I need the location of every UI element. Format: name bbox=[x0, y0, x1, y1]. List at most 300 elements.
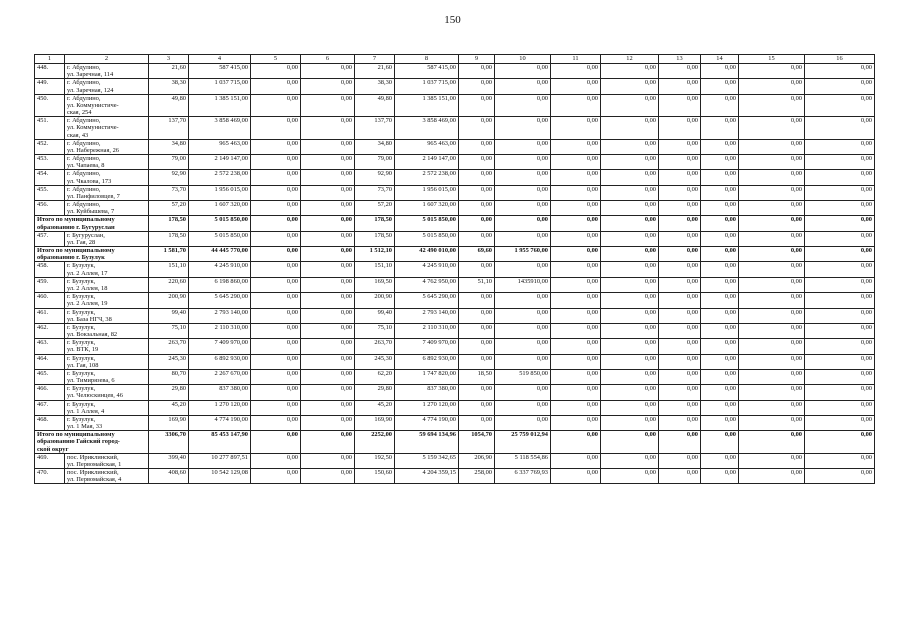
value-cell: 2 267 670,00 bbox=[189, 369, 251, 384]
value-cell: 965 463,00 bbox=[189, 139, 251, 154]
value-cell: 0,00 bbox=[459, 323, 495, 338]
value-cell: 0,00 bbox=[301, 453, 355, 468]
value-cell: 0,00 bbox=[739, 323, 805, 338]
value-cell: 137,70 bbox=[149, 117, 189, 140]
value-cell: 4 762 950,00 bbox=[395, 277, 459, 292]
value-cell: 0,00 bbox=[701, 185, 739, 200]
address-line: ул. Набережная, 26 bbox=[67, 146, 119, 154]
value-cell: 4 245 910,00 bbox=[189, 262, 251, 277]
value-cell: 38,30 bbox=[355, 79, 395, 94]
value-cell: 0,00 bbox=[459, 117, 495, 140]
value-cell: 0,00 bbox=[495, 79, 551, 94]
value-cell: 0,00 bbox=[301, 339, 355, 354]
column-header: 14 bbox=[701, 55, 739, 64]
value-cell: 0,00 bbox=[601, 339, 659, 354]
value-cell: 10 542 129,08 bbox=[189, 469, 251, 484]
value-cell: 4 204 359,15 bbox=[395, 469, 459, 484]
subtotal-row bbox=[35, 431, 875, 454]
value-cell: 0,00 bbox=[701, 415, 739, 430]
value-cell: 0,00 bbox=[659, 231, 701, 246]
subtotal-label bbox=[35, 431, 149, 454]
value-cell: 0,00 bbox=[551, 339, 601, 354]
address-line: ская, 43 bbox=[67, 131, 89, 139]
value-cell: 0,00 bbox=[805, 262, 875, 277]
value-cell: 0,00 bbox=[301, 155, 355, 170]
value-cell: 1 581,70 bbox=[149, 247, 189, 262]
value-cell: 0,00 bbox=[659, 94, 701, 117]
value-cell: 0,00 bbox=[739, 94, 805, 117]
value-cell: 0,00 bbox=[551, 201, 601, 216]
value-cell: 0,00 bbox=[659, 277, 701, 292]
value-cell: 0,00 bbox=[251, 385, 301, 400]
value-cell: 0,00 bbox=[251, 262, 301, 277]
value-cell: 0,00 bbox=[459, 139, 495, 154]
address-line: г. Абдулино, bbox=[67, 79, 101, 87]
value-cell: 220,60 bbox=[149, 277, 189, 292]
value-cell: 0,00 bbox=[251, 308, 301, 323]
row-number: 455. bbox=[35, 185, 65, 200]
value-cell: 0,00 bbox=[459, 201, 495, 216]
value-cell: 206,90 bbox=[459, 453, 495, 468]
table-row bbox=[35, 308, 875, 323]
value-cell: 263,70 bbox=[355, 339, 395, 354]
value-cell: 0,00 bbox=[551, 369, 601, 384]
value-cell: 0,00 bbox=[601, 354, 659, 369]
value-cell: 0,00 bbox=[659, 155, 701, 170]
value-cell: 0,00 bbox=[739, 277, 805, 292]
value-cell: 0,00 bbox=[301, 469, 355, 484]
address-line: г. Абдулино, bbox=[67, 201, 101, 209]
table-row bbox=[35, 139, 875, 154]
subtotal-label-line: ской округ bbox=[37, 445, 69, 453]
value-cell: 0,00 bbox=[601, 262, 659, 277]
row-number: 454. bbox=[35, 170, 65, 185]
row-number: 452. bbox=[35, 139, 65, 154]
value-cell: 0,00 bbox=[251, 170, 301, 185]
value-cell: 0,00 bbox=[601, 293, 659, 308]
value-cell: 0,00 bbox=[739, 469, 805, 484]
value-cell: 92,90 bbox=[149, 170, 189, 185]
address-line: ул. База НГЧ, 38 bbox=[67, 315, 112, 323]
address-line: г. Бузулук, bbox=[67, 415, 96, 423]
value-cell: 0,00 bbox=[301, 277, 355, 292]
value-cell: 0,00 bbox=[739, 185, 805, 200]
value-cell: 0,00 bbox=[659, 431, 701, 454]
value-cell: 0,00 bbox=[301, 415, 355, 430]
value-cell: 0,00 bbox=[601, 431, 659, 454]
value-cell: 3306,70 bbox=[149, 431, 189, 454]
address-line: г. Бузулук, bbox=[67, 293, 96, 301]
value-cell: 5 015 850,00 bbox=[395, 231, 459, 246]
subtotal-label-line: образованию г. Бузулук bbox=[37, 254, 105, 262]
value-cell: 0,00 bbox=[601, 308, 659, 323]
value-cell: 1 607 320,00 bbox=[189, 201, 251, 216]
value-cell: 5 015 850,00 bbox=[395, 216, 459, 231]
value-cell: 0,00 bbox=[551, 308, 601, 323]
address-line: ул. Тимирязева, 6 bbox=[67, 377, 115, 385]
table-row bbox=[35, 170, 875, 185]
value-cell: 0,00 bbox=[495, 308, 551, 323]
value-cell: 0,00 bbox=[251, 216, 301, 231]
table-body bbox=[35, 64, 875, 484]
address-line: г. Абдулино, bbox=[67, 94, 101, 102]
subtotal-row bbox=[35, 247, 875, 262]
address-line: ул. Чкалова, 173 bbox=[67, 177, 112, 185]
value-cell: 0,00 bbox=[459, 79, 495, 94]
address-cell bbox=[65, 308, 149, 323]
value-cell: 42 490 010,00 bbox=[395, 247, 459, 262]
value-cell: 0,00 bbox=[495, 323, 551, 338]
address-line: г. Абдулино, bbox=[67, 170, 101, 178]
address-line: г. Бузулук, bbox=[67, 400, 96, 408]
value-cell: 0,00 bbox=[301, 185, 355, 200]
value-cell: 0,00 bbox=[701, 155, 739, 170]
row-number: 469. bbox=[35, 453, 65, 468]
value-cell: 519 850,00 bbox=[495, 369, 551, 384]
value-cell: 80,70 bbox=[149, 369, 189, 384]
column-header: 16 bbox=[805, 55, 875, 64]
value-cell: 5 015 850,00 bbox=[189, 231, 251, 246]
value-cell: 0,00 bbox=[495, 339, 551, 354]
value-cell: 0,00 bbox=[551, 323, 601, 338]
value-cell: 0,00 bbox=[551, 231, 601, 246]
address-cell bbox=[65, 155, 149, 170]
address-cell bbox=[65, 117, 149, 140]
value-cell: 0,00 bbox=[459, 216, 495, 231]
value-cell: 0,00 bbox=[739, 262, 805, 277]
value-cell: 0,00 bbox=[601, 415, 659, 430]
value-cell: 178,50 bbox=[149, 216, 189, 231]
address-line: ул. Первомайская, 1 bbox=[67, 460, 122, 468]
value-cell: 178,50 bbox=[149, 231, 189, 246]
table-row bbox=[35, 453, 875, 468]
address-line: г. Бузулук, bbox=[67, 277, 96, 285]
address-cell bbox=[65, 64, 149, 79]
column-header: 8 bbox=[395, 55, 459, 64]
value-cell: 0,00 bbox=[805, 400, 875, 415]
value-cell: 0,00 bbox=[551, 79, 601, 94]
value-cell: 0,00 bbox=[701, 385, 739, 400]
value-cell: 0,00 bbox=[551, 415, 601, 430]
address-line: г. Бузулук, bbox=[67, 262, 96, 270]
value-cell: 0,00 bbox=[659, 400, 701, 415]
address-line: ул. Куйбышева, 7 bbox=[67, 208, 115, 216]
value-cell: 0,00 bbox=[301, 201, 355, 216]
value-cell: 0,00 bbox=[551, 94, 601, 117]
value-cell: 0,00 bbox=[739, 385, 805, 400]
address-line: ул. Заречная, 124 bbox=[67, 86, 114, 94]
value-cell: 0,00 bbox=[551, 385, 601, 400]
value-cell: 0,00 bbox=[659, 339, 701, 354]
value-cell: 0,00 bbox=[659, 79, 701, 94]
value-cell: 0,00 bbox=[739, 339, 805, 354]
table-row bbox=[35, 369, 875, 384]
value-cell: 0,00 bbox=[251, 339, 301, 354]
value-cell: 837 380,00 bbox=[189, 385, 251, 400]
column-header: 4 bbox=[189, 55, 251, 64]
row-number: 458. bbox=[35, 262, 65, 277]
value-cell: 0,00 bbox=[551, 469, 601, 484]
value-cell: 0,00 bbox=[459, 308, 495, 323]
row-number: 459. bbox=[35, 277, 65, 292]
subtotal-row bbox=[35, 216, 875, 231]
value-cell: 0,00 bbox=[805, 139, 875, 154]
value-cell: 0,00 bbox=[251, 469, 301, 484]
value-cell: 837 380,00 bbox=[395, 385, 459, 400]
value-cell: 0,00 bbox=[659, 385, 701, 400]
value-cell: 57,20 bbox=[149, 201, 189, 216]
value-cell: 200,90 bbox=[355, 293, 395, 308]
value-cell: 0,00 bbox=[601, 216, 659, 231]
value-cell: 0,00 bbox=[659, 453, 701, 468]
value-cell: 0,00 bbox=[601, 453, 659, 468]
value-cell: 4 774 190,00 bbox=[189, 415, 251, 430]
value-cell: 0,00 bbox=[251, 415, 301, 430]
value-cell: 0,00 bbox=[551, 262, 601, 277]
address-cell bbox=[65, 277, 149, 292]
header-row bbox=[35, 55, 875, 64]
address-line: ул. Панфиловцев, 7 bbox=[67, 192, 120, 200]
value-cell: 0,00 bbox=[495, 400, 551, 415]
value-cell: 0,00 bbox=[701, 323, 739, 338]
value-cell: 0,00 bbox=[805, 277, 875, 292]
value-cell: 0,00 bbox=[805, 469, 875, 484]
column-header: 5 bbox=[251, 55, 301, 64]
value-cell: 5 645 290,00 bbox=[189, 293, 251, 308]
value-cell: 34,80 bbox=[355, 139, 395, 154]
address-cell bbox=[65, 293, 149, 308]
row-number: 466. bbox=[35, 385, 65, 400]
column-header: 6 bbox=[301, 55, 355, 64]
address-line: ул. Челюскинцев, 46 bbox=[67, 392, 123, 400]
value-cell: 0,00 bbox=[459, 385, 495, 400]
value-cell: 0,00 bbox=[739, 139, 805, 154]
table-row bbox=[35, 79, 875, 94]
address-line: ул. 2 Аллея, 18 bbox=[67, 284, 108, 292]
value-cell: 0,00 bbox=[459, 354, 495, 369]
value-cell: 0,00 bbox=[251, 400, 301, 415]
value-cell: 7 409 970,00 bbox=[395, 339, 459, 354]
value-cell: 2252,00 bbox=[355, 431, 395, 454]
address-line: г. Бузулук, bbox=[67, 369, 96, 377]
value-cell: 1054,70 bbox=[459, 431, 495, 454]
table-row bbox=[35, 277, 875, 292]
value-cell: 0,00 bbox=[495, 354, 551, 369]
value-cell: 0,00 bbox=[805, 64, 875, 79]
value-cell: 49,80 bbox=[355, 94, 395, 117]
address-cell bbox=[65, 323, 149, 338]
value-cell: 0,00 bbox=[701, 431, 739, 454]
value-cell: 0,00 bbox=[701, 170, 739, 185]
value-cell: 0,00 bbox=[459, 339, 495, 354]
address-line: г. Абдулино, bbox=[67, 117, 101, 125]
value-cell: 0,00 bbox=[251, 431, 301, 454]
value-cell: 38,30 bbox=[149, 79, 189, 94]
value-cell: 0,00 bbox=[251, 139, 301, 154]
value-cell: 0,00 bbox=[805, 415, 875, 430]
address-line: г. Бузулук, bbox=[67, 323, 96, 331]
table-row bbox=[35, 354, 875, 369]
row-number: 450. bbox=[35, 94, 65, 117]
value-cell: 0,00 bbox=[701, 339, 739, 354]
value-cell: 178,50 bbox=[355, 231, 395, 246]
value-cell: 0,00 bbox=[659, 139, 701, 154]
value-cell: 0,00 bbox=[495, 185, 551, 200]
value-cell: 3 858 469,00 bbox=[189, 117, 251, 140]
value-cell: 0,00 bbox=[251, 323, 301, 338]
row-number: 470. bbox=[35, 469, 65, 484]
row-number: 461. bbox=[35, 308, 65, 323]
subtotal-label bbox=[35, 216, 149, 231]
address-line: ул. Коммунистиче- bbox=[67, 101, 119, 109]
address-line: г. Бугуруслан, bbox=[67, 231, 105, 239]
value-cell: 0,00 bbox=[805, 431, 875, 454]
value-cell: 18,50 bbox=[459, 369, 495, 384]
table-row bbox=[35, 94, 875, 117]
value-cell: 0,00 bbox=[601, 385, 659, 400]
value-cell: 0,00 bbox=[659, 415, 701, 430]
value-cell: 0,00 bbox=[251, 369, 301, 384]
value-cell: 0,00 bbox=[551, 170, 601, 185]
subtotal-label-line: Итого по муниципальному bbox=[37, 216, 115, 224]
value-cell: 1 956 015,00 bbox=[395, 185, 459, 200]
value-cell: 0,00 bbox=[601, 400, 659, 415]
subtotal-label-line: образованию Гайский город- bbox=[37, 438, 120, 446]
value-cell: 3 858 469,00 bbox=[395, 117, 459, 140]
value-cell: 44 445 770,00 bbox=[189, 247, 251, 262]
table-row bbox=[35, 293, 875, 308]
value-cell: 0,00 bbox=[301, 354, 355, 369]
value-cell: 0,00 bbox=[251, 293, 301, 308]
value-cell: 0,00 bbox=[739, 431, 805, 454]
value-cell: 0,00 bbox=[659, 170, 701, 185]
column-header: 11 bbox=[551, 55, 601, 64]
address-cell bbox=[65, 369, 149, 384]
value-cell: 0,00 bbox=[301, 400, 355, 415]
value-cell: 0,00 bbox=[659, 247, 701, 262]
value-cell: 1 270 120,00 bbox=[189, 400, 251, 415]
table-row bbox=[35, 262, 875, 277]
address-line: г. Абдулино, bbox=[67, 139, 101, 147]
value-cell: 4 774 190,00 bbox=[395, 415, 459, 430]
address-cell bbox=[65, 231, 149, 246]
value-cell: 5 118 554,86 bbox=[495, 453, 551, 468]
value-cell: 0,00 bbox=[601, 117, 659, 140]
value-cell: 192,50 bbox=[355, 453, 395, 468]
value-cell: 263,70 bbox=[149, 339, 189, 354]
value-cell: 25 759 012,94 bbox=[495, 431, 551, 454]
row-number: 453. bbox=[35, 155, 65, 170]
value-cell: 0,00 bbox=[701, 94, 739, 117]
value-cell: 1 607 320,00 bbox=[395, 201, 459, 216]
value-cell: 0,00 bbox=[251, 231, 301, 246]
column-header: 9 bbox=[459, 55, 495, 64]
value-cell: 0,00 bbox=[659, 201, 701, 216]
value-cell: 258,00 bbox=[459, 469, 495, 484]
address-line: ул. 2 Аллея, 17 bbox=[67, 269, 108, 277]
address-line: г. Бузулук, bbox=[67, 354, 96, 362]
value-cell: 1 037 715,00 bbox=[189, 79, 251, 94]
value-cell: 0,00 bbox=[551, 293, 601, 308]
address-line: пос. Ириклинский, bbox=[67, 469, 119, 477]
address-line: ул. Чапаева, 8 bbox=[67, 162, 105, 170]
value-cell: 79,00 bbox=[355, 155, 395, 170]
row-number: 463. bbox=[35, 339, 65, 354]
value-cell: 0,00 bbox=[739, 453, 805, 468]
value-cell: 0,00 bbox=[495, 262, 551, 277]
column-header: 15 bbox=[739, 55, 805, 64]
value-cell: 0,00 bbox=[805, 453, 875, 468]
value-cell: 73,70 bbox=[149, 185, 189, 200]
page-number: 150 bbox=[444, 14, 461, 26]
value-cell: 0,00 bbox=[495, 139, 551, 154]
value-cell: 0,00 bbox=[495, 216, 551, 231]
value-cell: 21,60 bbox=[149, 64, 189, 79]
value-cell: 49,80 bbox=[149, 94, 189, 117]
value-cell: 0,00 bbox=[739, 155, 805, 170]
value-cell: 21,60 bbox=[355, 64, 395, 79]
value-cell: 85 453 147,90 bbox=[189, 431, 251, 454]
subtotal-label bbox=[35, 247, 149, 262]
value-cell: 0,00 bbox=[601, 201, 659, 216]
value-cell: 1 037 715,00 bbox=[395, 79, 459, 94]
value-cell: 169,50 bbox=[355, 277, 395, 292]
value-cell: 0,00 bbox=[551, 400, 601, 415]
value-cell: 0,00 bbox=[301, 170, 355, 185]
value-cell: 587 415,00 bbox=[189, 64, 251, 79]
value-cell: 0,00 bbox=[601, 64, 659, 79]
value-cell: 73,70 bbox=[355, 185, 395, 200]
value-cell: 0,00 bbox=[701, 277, 739, 292]
value-cell: 0,00 bbox=[495, 201, 551, 216]
value-cell: 6 892 930,00 bbox=[189, 354, 251, 369]
table-row bbox=[35, 400, 875, 415]
value-cell: 0,00 bbox=[659, 469, 701, 484]
value-cell: 0,00 bbox=[551, 354, 601, 369]
address-cell bbox=[65, 354, 149, 369]
address-cell bbox=[65, 339, 149, 354]
value-cell: 0,00 bbox=[601, 139, 659, 154]
value-cell: 0,00 bbox=[495, 94, 551, 117]
value-cell: 0,00 bbox=[601, 277, 659, 292]
value-cell: 587 415,00 bbox=[395, 64, 459, 79]
address-line: ул. 1 Мая, 33 bbox=[67, 423, 103, 431]
value-cell: 1435910,00 bbox=[495, 277, 551, 292]
value-cell: 7 409 970,00 bbox=[189, 339, 251, 354]
value-cell: 245,30 bbox=[355, 354, 395, 369]
value-cell: 0,00 bbox=[805, 369, 875, 384]
value-cell: 0,00 bbox=[251, 354, 301, 369]
value-cell: 0,00 bbox=[701, 201, 739, 216]
value-cell: 29,80 bbox=[149, 385, 189, 400]
value-cell: 0,00 bbox=[805, 117, 875, 140]
value-cell: 0,00 bbox=[805, 201, 875, 216]
address-line: г. Абдулино, bbox=[67, 185, 101, 193]
value-cell: 0,00 bbox=[459, 185, 495, 200]
value-cell: 0,00 bbox=[601, 369, 659, 384]
value-cell: 92,90 bbox=[355, 170, 395, 185]
value-cell: 0,00 bbox=[601, 231, 659, 246]
value-cell: 69,60 bbox=[459, 247, 495, 262]
address-cell bbox=[65, 385, 149, 400]
value-cell: 2 572 238,00 bbox=[189, 170, 251, 185]
value-cell: 0,00 bbox=[739, 415, 805, 430]
value-cell: 0,00 bbox=[659, 262, 701, 277]
value-cell: 99,40 bbox=[355, 308, 395, 323]
value-cell: 0,00 bbox=[739, 117, 805, 140]
value-cell: 0,00 bbox=[301, 308, 355, 323]
value-cell: 408,60 bbox=[149, 469, 189, 484]
